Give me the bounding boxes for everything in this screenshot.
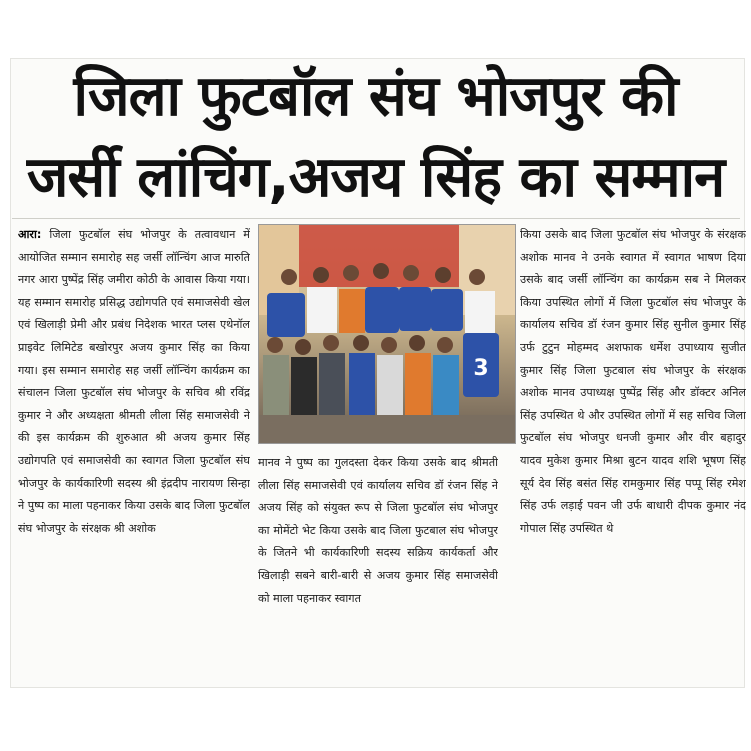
article-column-middle: मानव ने पुष्प का गुलदस्ता देकर किया उसके बाद श्रीमती लीला सिंह समाजसेवी एवं कार्यालय सचिव डॉ रंजन सिंह ने अजय सिंह को संयुक्त रूप से जिला फुटबॉल संघ भोजपुर का मोमेंटो भेट किया उसके बाद जिला फुटबाल संघ भोजपुर के जितने भी कार्यकारिणी सदस्य सक्रिय कार्यकर्ता और खिलाड़ी सबने बारी-बारी से अजय कुमार सिंह समाजसेवी को माला पहनाकर स्वागत: [258, 456, 498, 605]
photo-front-row: [263, 333, 499, 417]
photo-jersey-number: 3: [473, 356, 489, 381]
photo-floor: [259, 415, 515, 443]
article-column-right: किया उसके बाद जिला फुटबॉल संघ भोजपुर के संरक्षक अशोक मानव ने उनके स्वागत में स्वागत भाषण दिया उसके बाद जर्सी लॉन्चिंग का कार्यक्रम सब ने मिलकर किया उपस्थित लोगों में जिला फुटबॉल संघ भोजपुर के कार्यालय सचिव डॉ रंजन कुमार सिंह सुनील कुमार सिंह उर्फ टुटुन मोहम्मद अशफाक धर्मेश उपाध्याय सुजीत कुमार सिंह जिला फुटबाल संघ भोजपुर के संरक्षक अशोक मानव उपाध्यक्ष पुष्पेंद्र सिंह और डॉक्टर अनिल सिंह उपस्थित थे और उपस्थित लोगों में सह सचिव जिला फुटबॉल संघ भोजपुर धनजी कुमार और वीर बहादुर यादव मुकेश कुमार मिश्रा बुटन यादव शशि भूषण सिंह सूर्य देव सिंह बसंत सिंह रामकुमार सिंह पप्पू सिंह रमेश सिंह उर्फ लड़ाई पवन जी उर्फ बाधारी दीपक कुमार नंद गोपाल सिंह उपस्थित थे: [520, 228, 746, 535]
headline-line-1: जिला फुटबॉल संघ भोजपुर की: [73, 64, 678, 129]
article-dateline: आरा:: [18, 228, 42, 241]
article-column-left: [18, 224, 250, 678]
article-text-left: जिला फुटबॉल संघ भोजपुर के तत्वावधान में आयोजित सम्मान समारोह सह जर्सी लॉन्चिंग आज मारुति नगर आरा पुष्पेंद्र सिंह जमीरा कोठी के आवास किया गया। यह सम्मान समारोह प्रसिद्ध उद्योगपति एवं समाजसेवी खेल एवं खिलाड़ी प्रेमी और प्रबंध निदेशक भारत प्लस एथेनॉल प्राइवेट लिमिटेड बखोरपुर अजय कुमार सिंह का किया गया। इस सम्मान समारोह सह जर्सी लॉन्चिंग कार्यक्रम का संचालन जिला फुटबॉल संघ भोजपुर के सचिव श्री रविंद्र कुमार ने और अध्यक्षता श्रीमती लीला सिंह समाजसेवी ने की इस कार्यक्रम की शुरुआत श्री अजय कुमार सिंह उद्योगपति एवं समाजसेवी का स्वागत जिला फुटबॉल संघ भोजपुर के कार्यकारिणी सदस्य श्री इंद्रदीप नारायण सिन्हा ने पुष्प का माला पहनाकर किया उसके बाद जिला फुटबॉल संघ भोजपुर के संरक्षक श्री अशोक: [18, 228, 250, 535]
headline-line-2: जर्सी लांचिंग,अजय सिंह का सम्मान: [26, 145, 725, 210]
event-photo-illustration: [259, 225, 515, 443]
headline-rule: [12, 218, 740, 219]
event-photo: [258, 224, 516, 444]
